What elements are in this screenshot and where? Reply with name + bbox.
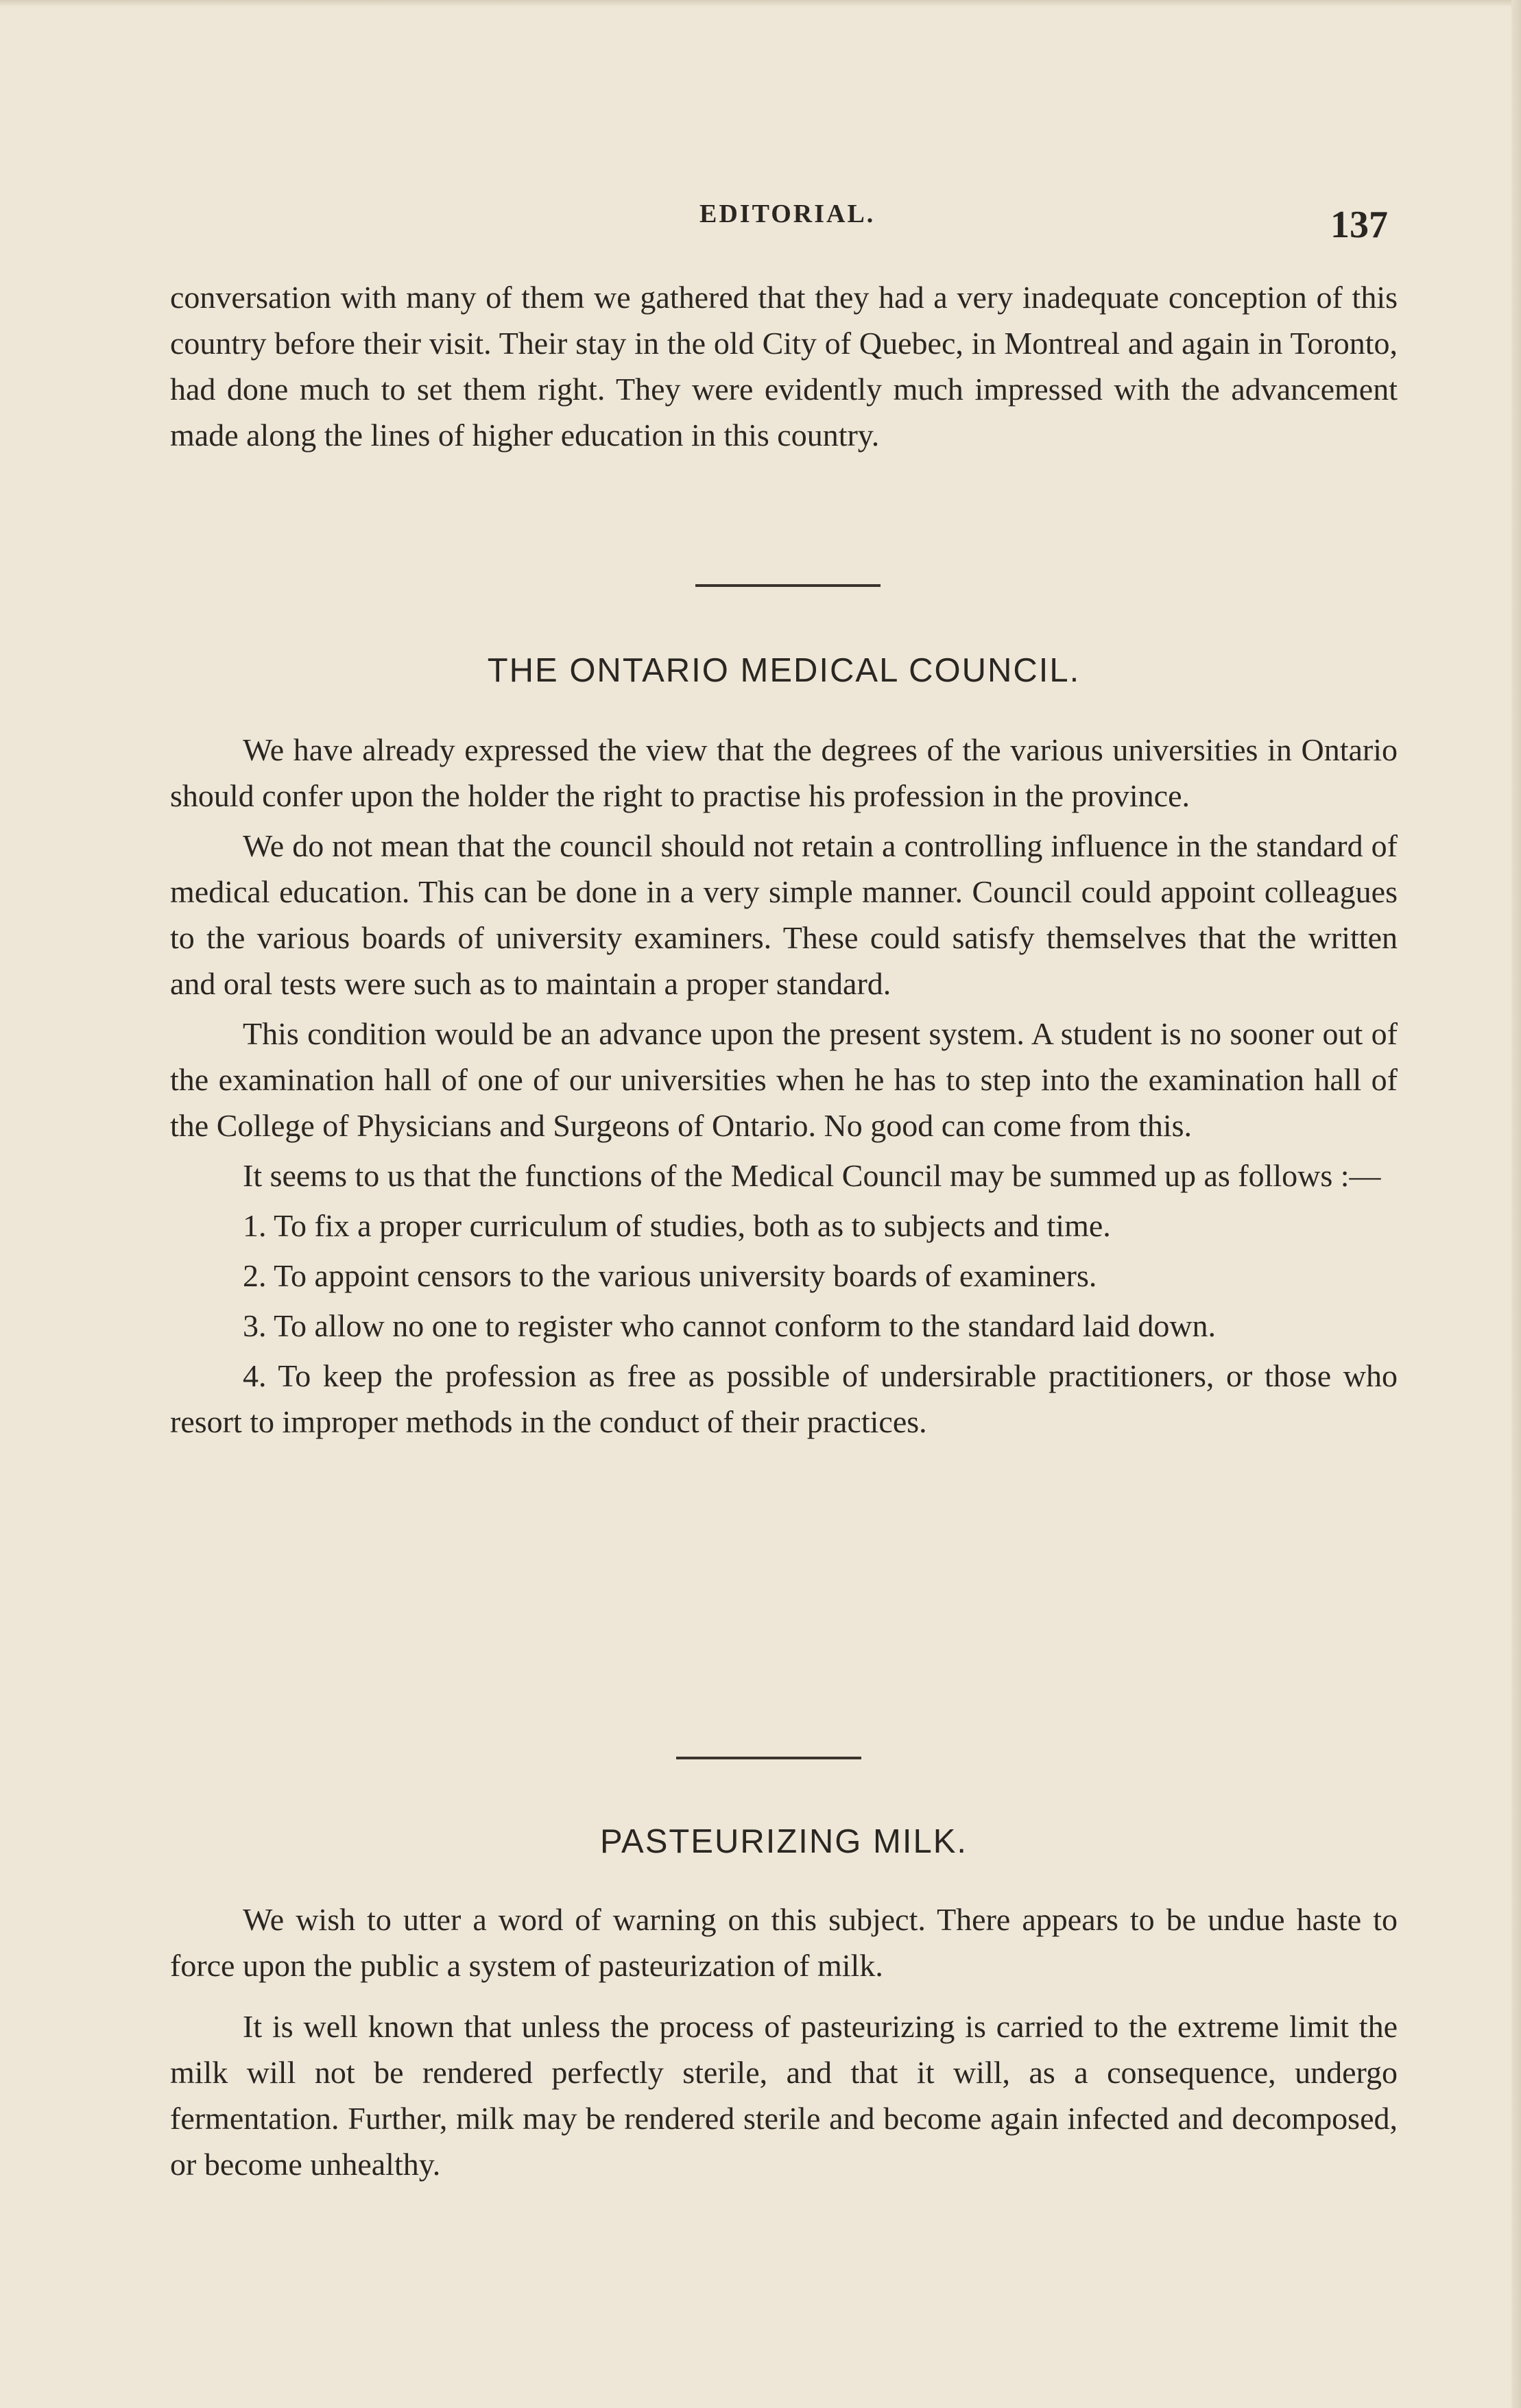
page-edge <box>1511 0 1521 2408</box>
list-item: 1. To fix a proper curriculum of studies, both as to subjects and time. <box>243 1208 1111 1243</box>
intro-paragraph: conversation with many of them we gathered that they had a very inadequate conception of this country before their visit. Their stay in the old City of Quebec, in Montreal and again in Toronto, had done much to set them right. They were evidently much impressed with the advancement made along the lines of higher education in this country. <box>170 280 1398 453</box>
list-item: 4. To keep the profession as free as possible of undersirable practitioners, or those who resort to improper methods in the conduct of their practices. <box>170 1358 1398 1439</box>
page-number: 137 <box>1330 204 1388 246</box>
section-divider-1 <box>695 584 881 587</box>
paragraph: We wish to utter a word of warning on this subject. There appears to be undue haste to force upon the public a system of pasteurization of milk. <box>170 1902 1398 1983</box>
list-item: 2. To appoint censors to the various university boards of examiners. <box>243 1258 1097 1293</box>
section-body-ontario-medical-council <box>170 727 1398 1449</box>
list-item: 3. To allow no one to register who cannot conform to the standard laid down. <box>243 1308 1217 1343</box>
paragraph: It seems to us that the functions of the Medical Council may be summed up as follows :— <box>243 1158 1381 1193</box>
intro-block <box>170 274 1398 462</box>
section-heading-ontario-medical-council: THE ONTARIO MEDICAL COUNCIL. <box>487 652 1081 689</box>
paragraph: This condition would be an advance upon the present system. A student is no sooner out of the examination hall of one of our universities when he has to step into the examination hall of the College of Physicians and Surgeons of Ontario. No good can come from this. <box>170 1016 1398 1143</box>
paragraph: We have already expressed the view that the degrees of the various universities in Ontario should confer upon the holder the right to practise his profession in the province. <box>170 732 1398 813</box>
running-head: EDITORIAL. <box>699 200 876 228</box>
paragraph: It is well known that unless the process of pasteurizing is carried to the extreme limit the milk will not be rendered perfectly sterile, and that it will, as a consequence, undergo fermentation. Further, milk may be rendered sterile and become again infected and decomposed, or become unhealthy. <box>170 2009 1398 2182</box>
page-top-shade <box>0 0 1521 7</box>
section-heading-pasteurizing-milk: PASTEURIZING MILK. <box>599 1823 968 1860</box>
section-body-pasteurizing-milk <box>170 1897 1398 2191</box>
paragraph: We do not mean that the council should not retain a controlling influence in the standard of medical education. This can be done in a very simple manner. Council could appoint colleagues to the various boards of university examiners. These could satisfy themselves that the written and oral tests were such as to maintain a proper standard. <box>170 828 1398 1001</box>
section-divider-2 <box>676 1757 861 1759</box>
